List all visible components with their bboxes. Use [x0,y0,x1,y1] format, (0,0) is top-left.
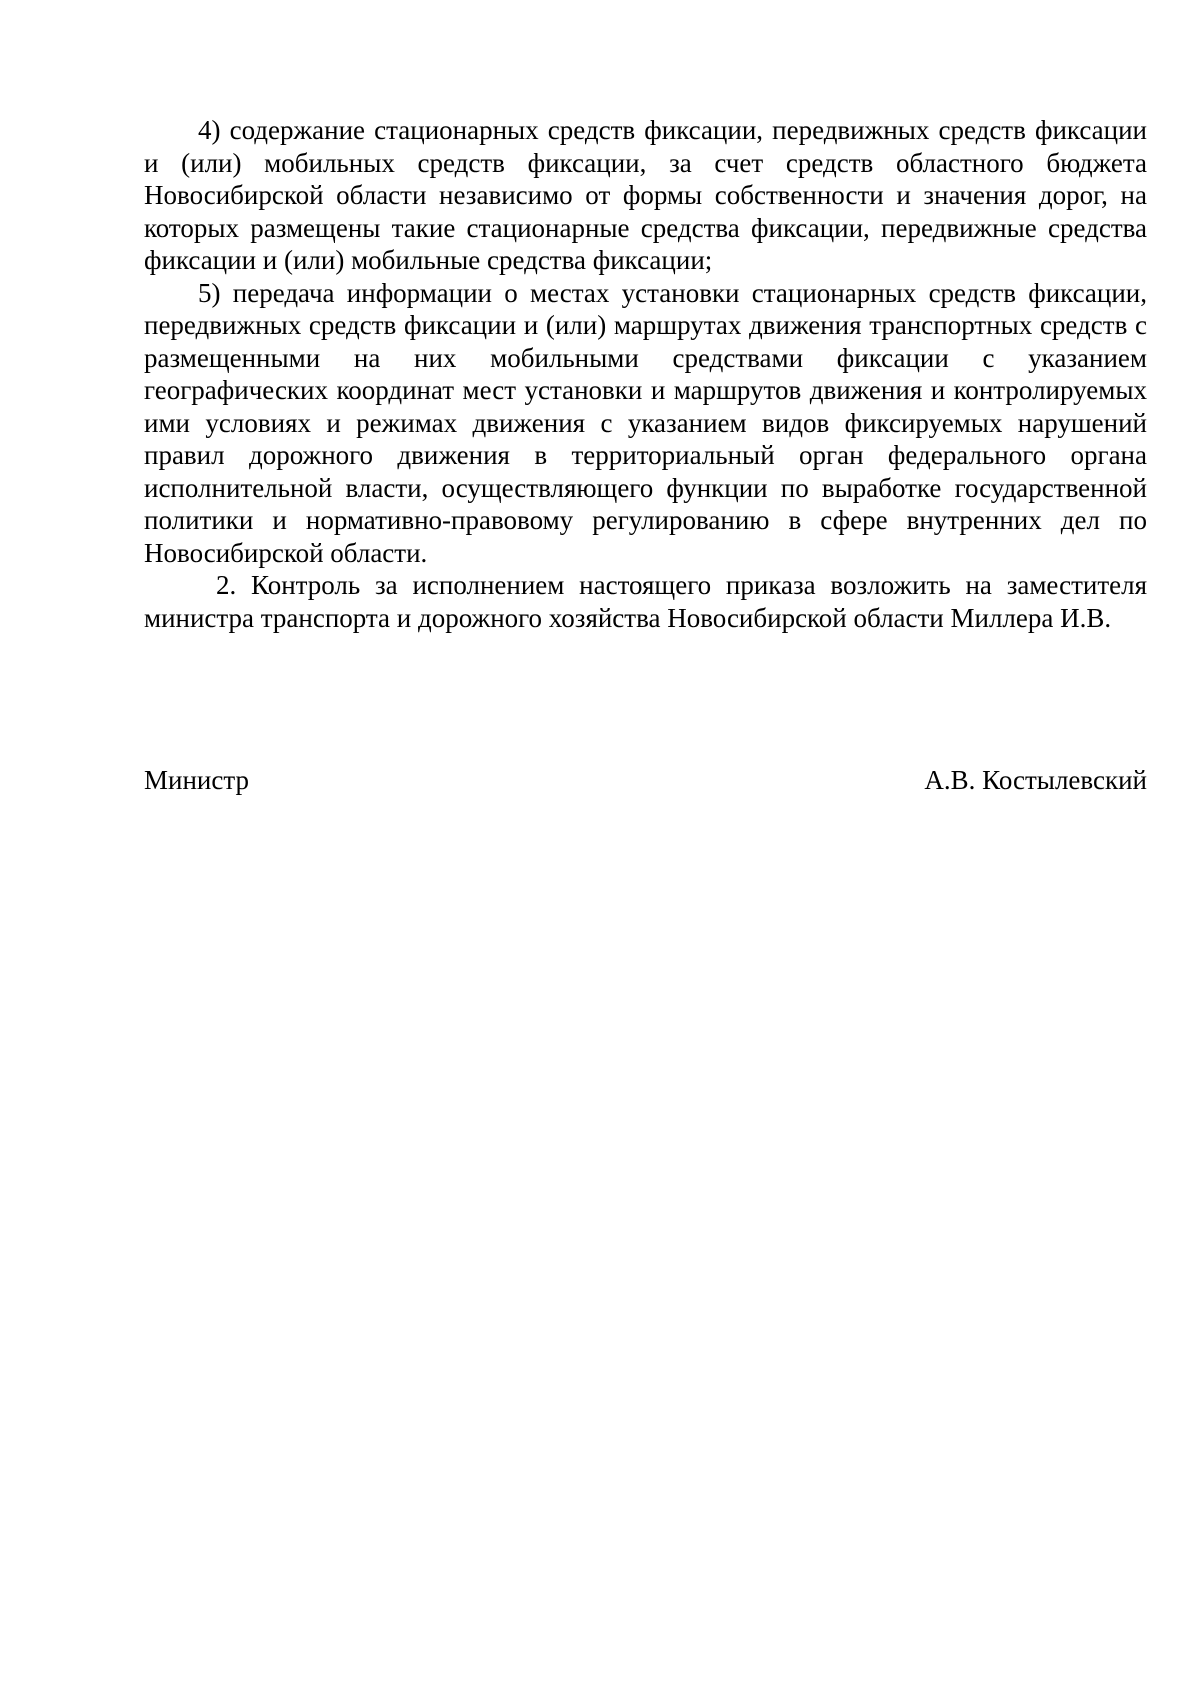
document-body [144,114,1147,634]
signatory-position: Министр [144,765,249,795]
list-item-4: 4) содержание стационарных средств фиксации, передвижных средств фиксации и (или) мобильных средств фиксации, за счет средств областного бюджета Новосибирской области независимо от формы собственности и значения дорог, на которых размещены такие стационарные средства фиксации, передвижные средства фиксации и (или) мобильные средства фиксации; [144,115,1147,275]
signature-block [144,764,1147,796]
signatory-name: А.В. Костылевский [924,765,1147,795]
paragraph-2-control: 2. Контроль за исполнением настоящего приказа возложить на заместителя министра транспорта и дорожного хозяйства Новосибирской области Миллера И.В. [144,570,1147,633]
list-item-5: 5) передача информации о местах установки стационарных средств фиксации, передвижных средств фиксации и (или) маршрутах движения транспортных средств с размещенными на них мобильными средствами фиксации с указанием географических координат мест установки и маршрутов движения и контролируемых ими условиях и режимах движения с указанием видов фиксируемых нарушений правил дорожного движения в территориальный орган федерального органа исполнительной власти, осуществляющего функции по выработке государственной политики и нормативно-правовому регулированию в сфере внутренних дел по Новосибирской области. [144,277,1147,568]
